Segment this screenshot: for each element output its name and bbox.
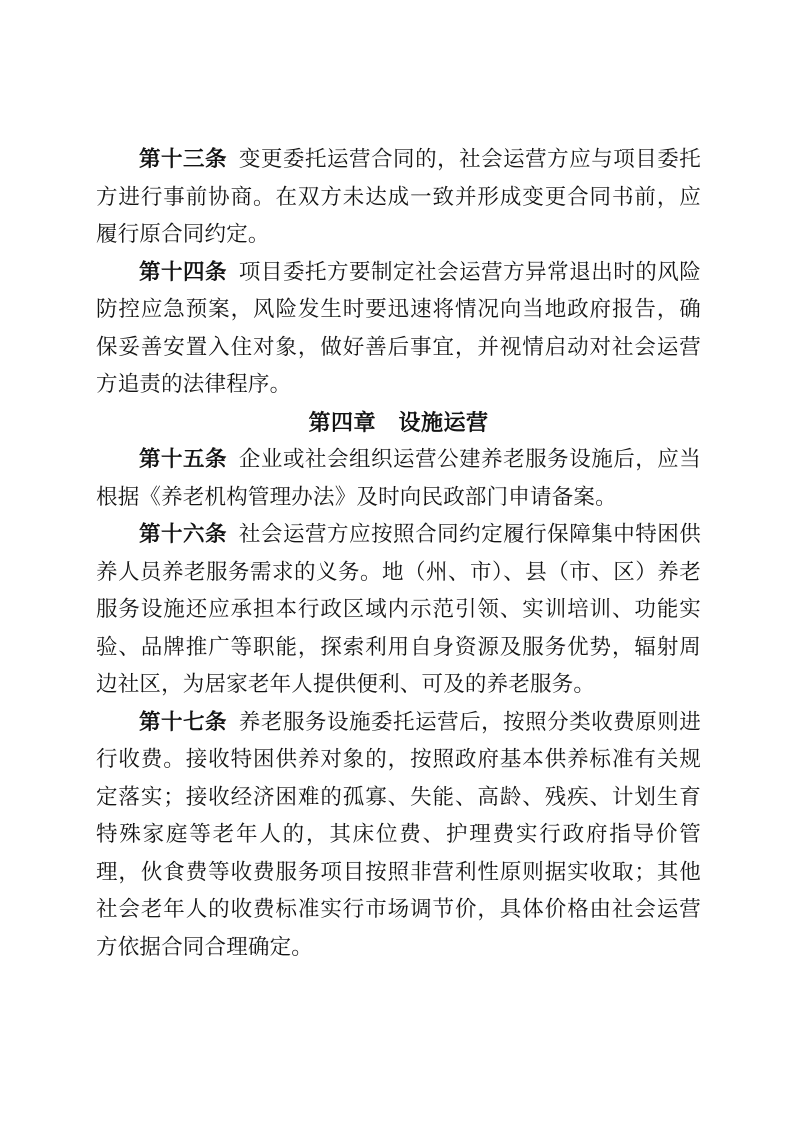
article-paragraph-14	[96, 254, 701, 404]
article-text: 养老服务设施委托运营后，按照分类收费原则进行收费。接收特困供养对象的，按照政府基本供养标准有关规定落实；接收经济困难的孤寡、失能、高龄、残疾、计划生育特殊家庭等老年人的，其床位费、护理费实行政府指导价管理，伙食费等收费服务项目按照非营利性原则据实收取；其他社会老年人的收费标准实行市场调节价，具体价格由社会运营方依据合同合理确定。	[96, 709, 702, 959]
article-paragraph-17	[96, 704, 701, 967]
article-number: 第十六条	[139, 522, 228, 546]
article-text: 社会运营方应按照合同约定履行保障集中特困供养人员养老服务需求的义务。地（州、市）、县（市、区）养老服务设施还应承担本行政区域内示范引领、实训培训、功能实验、品牌推广等职能，探索利用自身资源及服务优势，辐射周边社区，为居家老年人提供便利、可及的养老服务。	[96, 522, 702, 696]
article-number: 第十四条	[139, 259, 228, 284]
article-number: 第十七条	[139, 709, 228, 734]
article-text: 企业或社会组织运营公建养老服务设施后，应当根据《养老机构管理办法》及时向民政部门申请备案。	[96, 447, 702, 509]
article-text: 变更委托运营合同的，社会运营方应与项目委托方进行事前协商。在双方未达成一致并形成变更合同书前，应履行原合同约定。	[96, 147, 702, 246]
article-number: 第十三条	[139, 147, 228, 171]
article-paragraph-16	[96, 516, 701, 704]
article-paragraph-15	[96, 441, 701, 516]
article-paragraph-13	[96, 141, 701, 254]
article-text: 项目委托方要制定社会运营方异常退出时的风险防控应急预案，风险发生时要迅速将情况向当地政府报告，确保妥善安置入住对象，做好善后事宜，并视情启动对社会运营方追责的法律程序。	[96, 259, 702, 396]
chapter-heading: 第四章 设施运营	[308, 409, 489, 435]
article-number: 第十五条	[139, 447, 228, 471]
